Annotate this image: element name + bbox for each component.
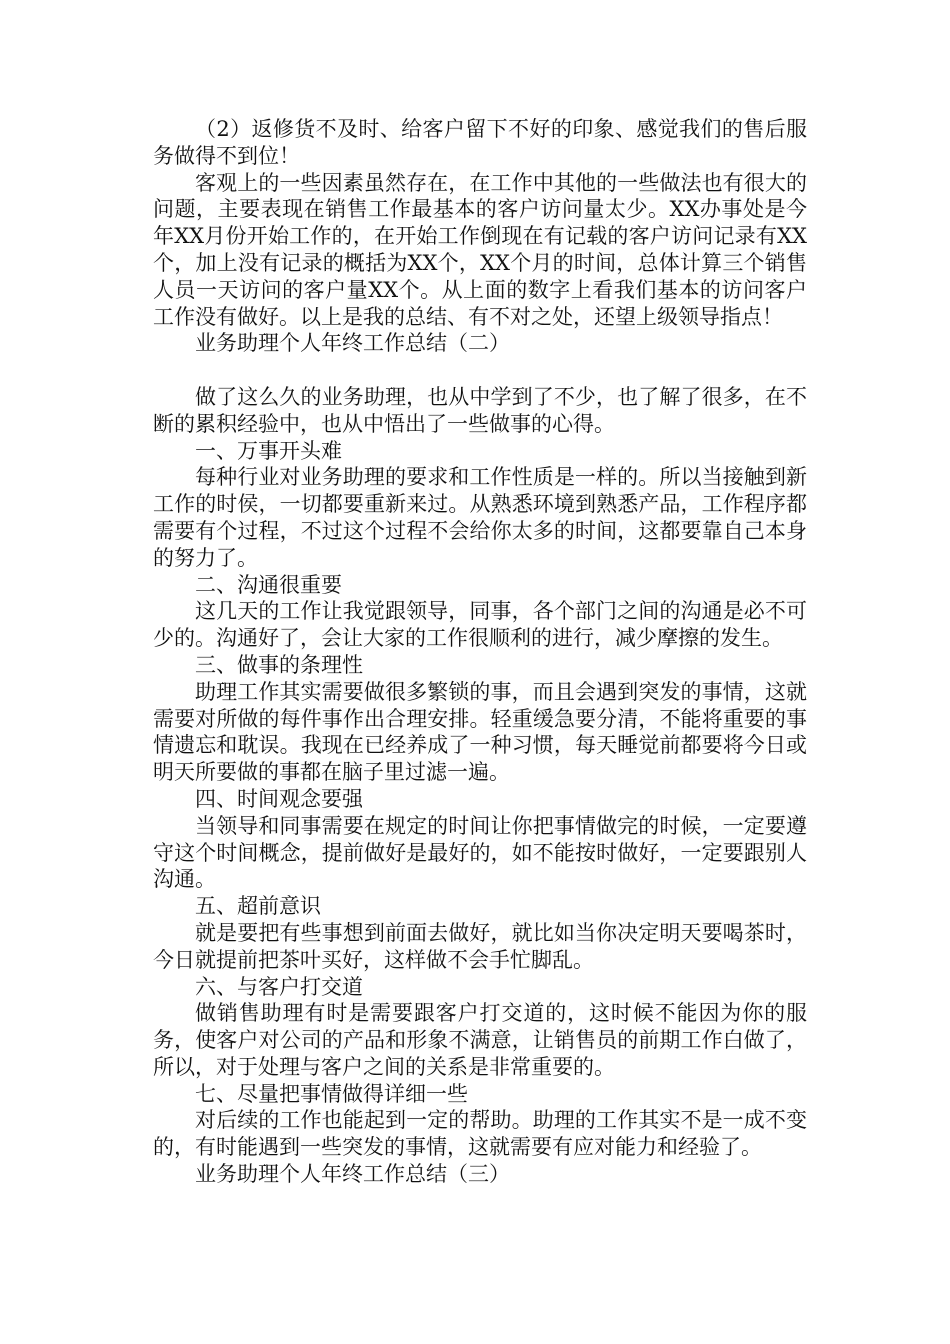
paragraph: 每种行业对业务助理的要求和工作性质是一样的。所以当接触到新工作的时侯，一切都要重新来过。从熟悉环境到熟悉产品，工作程序都需要有个过程，不过这个过程不会给你太多的时间，这都要靠自己本身的努力了。 — [153, 465, 807, 570]
paragraph: 做销售助理有时是需要跟客户打交道的，这时候不能因为你的服务，使客户对公司的产品和形象不满意，让销售员的前期工作白做了，所以，对于处理与客户之间的关系是非常重要的。 — [153, 1001, 807, 1079]
section-title: 业务助理个人年终工作总结（二） — [195, 331, 510, 356]
document-page — [153, 116, 807, 1188]
subheading: 七、尽量把事情做得详细一些 — [195, 1081, 468, 1106]
subheading: 三、做事的条理性 — [195, 652, 363, 677]
subheading: 六、与客户打交道 — [195, 974, 363, 999]
subheading: 五、超前意识 — [195, 894, 321, 919]
blank-line — [153, 357, 807, 384]
paragraph: （2）返修货不及时、给客户留下不好的印象、感觉我们的售后服务做得不到位！ — [153, 117, 807, 168]
paragraph: 对后续的工作也能起到一定的帮助。助理的工作其实不是一成不变的，有时能遇到一些突发的事情，这就需要有应对能力和经验了。 — [153, 1108, 807, 1160]
subheading: 二、沟通很重要 — [195, 572, 342, 597]
section-title: 业务助理个人年终工作总结（三） — [195, 1162, 510, 1187]
paragraph: 这几天的工作让我觉跟领导，同事，各个部门之间的沟通是必不可少的。沟通好了，会让大家的工作很顺利的进行，减少摩擦的发生。 — [153, 599, 807, 651]
paragraph: 客观上的一些因素虽然存在，在工作中其他的一些做法也有很大的问题，主要表现在销售工作最基本的客户访问量太少。XX办事处是今年XX月份开始工作的，在开始工作倒现在有记载的客户访问记录有XX个，加上没有记录的概括为XX个，XX个月的时间，总体计算三个销售人员一天访问的客户量XX个。从上面的数字上看我们基本的访问客户工作没有做好。以上是我的总结、有不对之处，还望上级领导指点！ — [153, 170, 807, 329]
paragraph: 就是要把有些事想到前面去做好，就比如当你决定明天要喝茶时，今日就提前把茶叶买好，这样做不会手忙脚乱。 — [153, 920, 807, 972]
subheading: 四、时间观念要强 — [195, 786, 363, 811]
paragraph: 当领导和同事需要在规定的时间让你把事情做完的时候，一定要遵守这个时间概念，提前做好是最好的，如不能按时做好，一定要跟别人沟通。 — [153, 813, 807, 892]
paragraph: 做了这么久的业务助理，也从中学到了不少，也了解了很多，在不断的累积经验中，也从中悟出了一些做事的心得。 — [153, 384, 807, 436]
paragraph: 助理工作其实需要做很多繁锁的事，而且会遇到突发的事情，这就需要对所做的每件事作出合理安排。轻重缓急要分清，不能将重要的事情遗忘和耽误。我现在已经养成了一种习惯，每天睡觉前都要将今日或明天所要做的事都在脑子里过滤一遍。 — [153, 679, 807, 785]
subheading: 一、万事开头难 — [195, 438, 342, 463]
